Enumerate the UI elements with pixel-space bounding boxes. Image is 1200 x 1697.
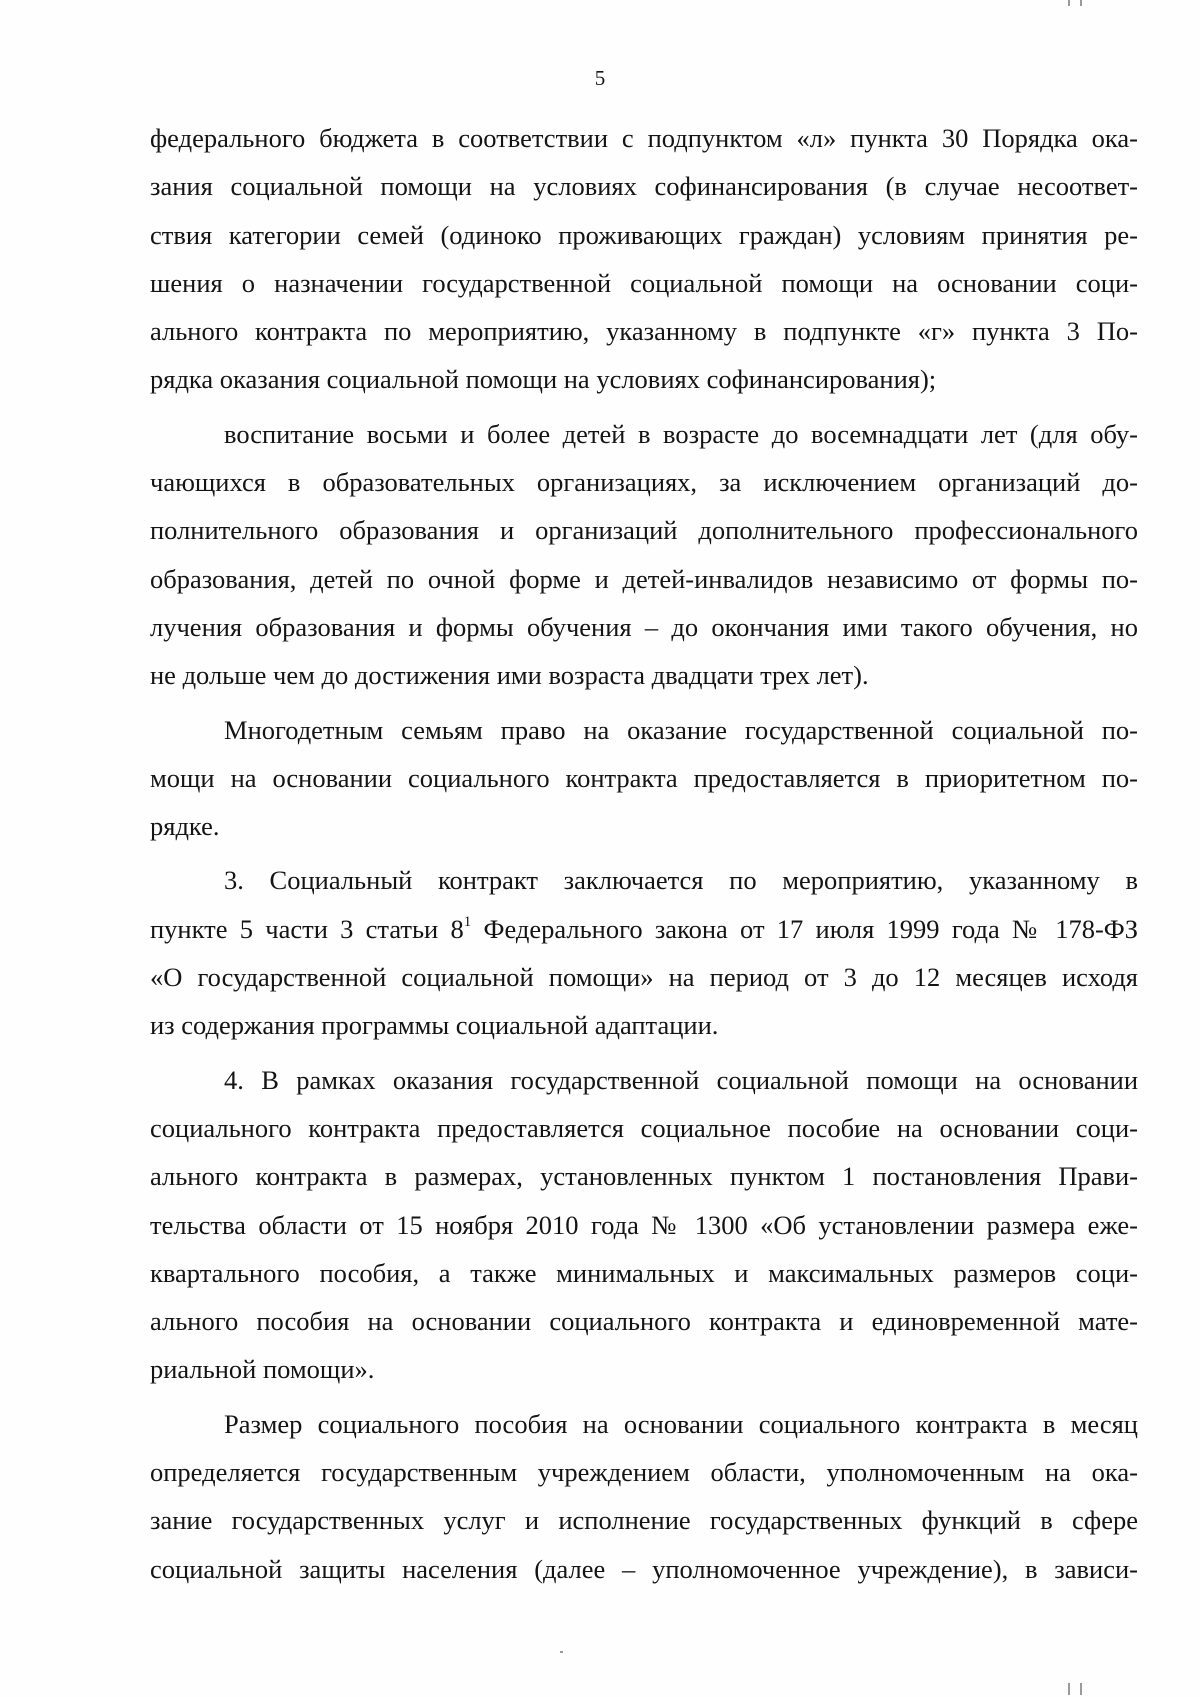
scan-artifact <box>1080 1683 1082 1695</box>
text-line: мощи на основании социального контракта предоставляется в приоритетном по- <box>150 762 1138 793</box>
paragraph-5 <box>150 1056 1138 1394</box>
text-line: риальной помощи». <box>150 1354 375 1385</box>
scan-artifact <box>1068 0 1070 6</box>
text-line: «О государственной социальной помощи» на период от 3 до 12 месяцев исходя <box>150 962 1138 993</box>
text-line: квартального пособия, а также минимальных и максимальных размеров соци- <box>150 1257 1138 1288</box>
paragraph-2 <box>150 410 1138 700</box>
text-line: федерального бюджета в соответствии с подпунктом «л» пункта 30 Порядка ока- <box>150 123 1138 153</box>
text-line: ального контракта в размерах, установленных пунктом 1 постановления Прави- <box>150 1161 1138 1192</box>
text-segment: Федерального закона от 17 июля 1999 года № 178-ФЗ <box>471 913 1139 944</box>
text-line: чающихся в образовательных организациях, за исключением организаций до- <box>150 467 1138 498</box>
text-line: тельства области от 15 ноября 2010 года № 1300 «Об установлении размера еже- <box>150 1209 1138 1240</box>
paragraph-4 <box>150 856 1138 1049</box>
text-line: социальной защиты населения (далее – уполномоченное учреждение), в зависи- <box>150 1553 1138 1584</box>
page-number: 5 <box>594 66 606 90</box>
paragraph-1 <box>150 114 1138 404</box>
text-line: образования, детей по очной форме и детей-инвалидов независимо от формы по- <box>150 563 1138 594</box>
text-line: полнительного образования и организаций дополнительного профессионального <box>150 515 1138 546</box>
text-line: зания социальной помощи на условиях софинансирования (в случае несоответ- <box>150 171 1138 202</box>
superscript: 1 <box>463 913 472 930</box>
text-line: рядка оказания социальной помощи на условиях софинансирования); <box>150 364 937 395</box>
text-segment: пункте 5 части 3 статьи 8 <box>150 913 464 944</box>
scan-artifact <box>560 1651 563 1653</box>
text-line: ального пособия на основании социального контракта и единовременной мате- <box>150 1306 1138 1337</box>
text-line: 4. В рамках оказания государственной социальной помощи на основании <box>224 1064 1138 1095</box>
text-line: рядке. <box>150 811 220 842</box>
text-line: Многодетным семьям право на оказание государственной социальной по- <box>224 714 1138 745</box>
text-line: ального контракта по мероприятию, указанному в подпункте «г» пункта 3 По- <box>150 316 1138 347</box>
text-line: лучения образования и формы обучения – до окончания ими такого обучения, но <box>150 611 1138 642</box>
paragraph-6 <box>150 1400 1138 1593</box>
text-line: зание государственных услуг и исполнение государственных функций в сфере <box>150 1505 1138 1536</box>
text-line: воспитание восьми и более детей в возрасте до восемнадцати лет (для обу- <box>224 418 1138 449</box>
scan-artifact <box>1068 1683 1070 1695</box>
scan-artifact <box>1080 0 1082 6</box>
paragraph-3 <box>150 706 1138 851</box>
document-body <box>150 114 1138 1593</box>
text-line: шения о назначении государственной социальной помощи на основании соци- <box>150 267 1138 298</box>
text-line: социального контракта предоставляется социальное пособие на основании соци- <box>150 1112 1138 1143</box>
text-line: из содержания программы социальной адаптации. <box>150 1010 719 1041</box>
text-line <box>150 905 1138 953</box>
text-line: 3. Социальный контракт заключается по мероприятию, указанному в <box>224 865 1138 896</box>
text-line: не дольше чем до достижения ими возраста двадцати трех лет). <box>150 660 869 691</box>
text-line: определяется государственным учреждением области, уполномоченным на ока- <box>150 1457 1138 1488</box>
text-line: Размер социального пособия на основании социального контракта в месяц <box>224 1408 1138 1439</box>
text-line: ствия категории семей (одиноко проживающих граждан) условиям принятия ре- <box>150 219 1138 250</box>
